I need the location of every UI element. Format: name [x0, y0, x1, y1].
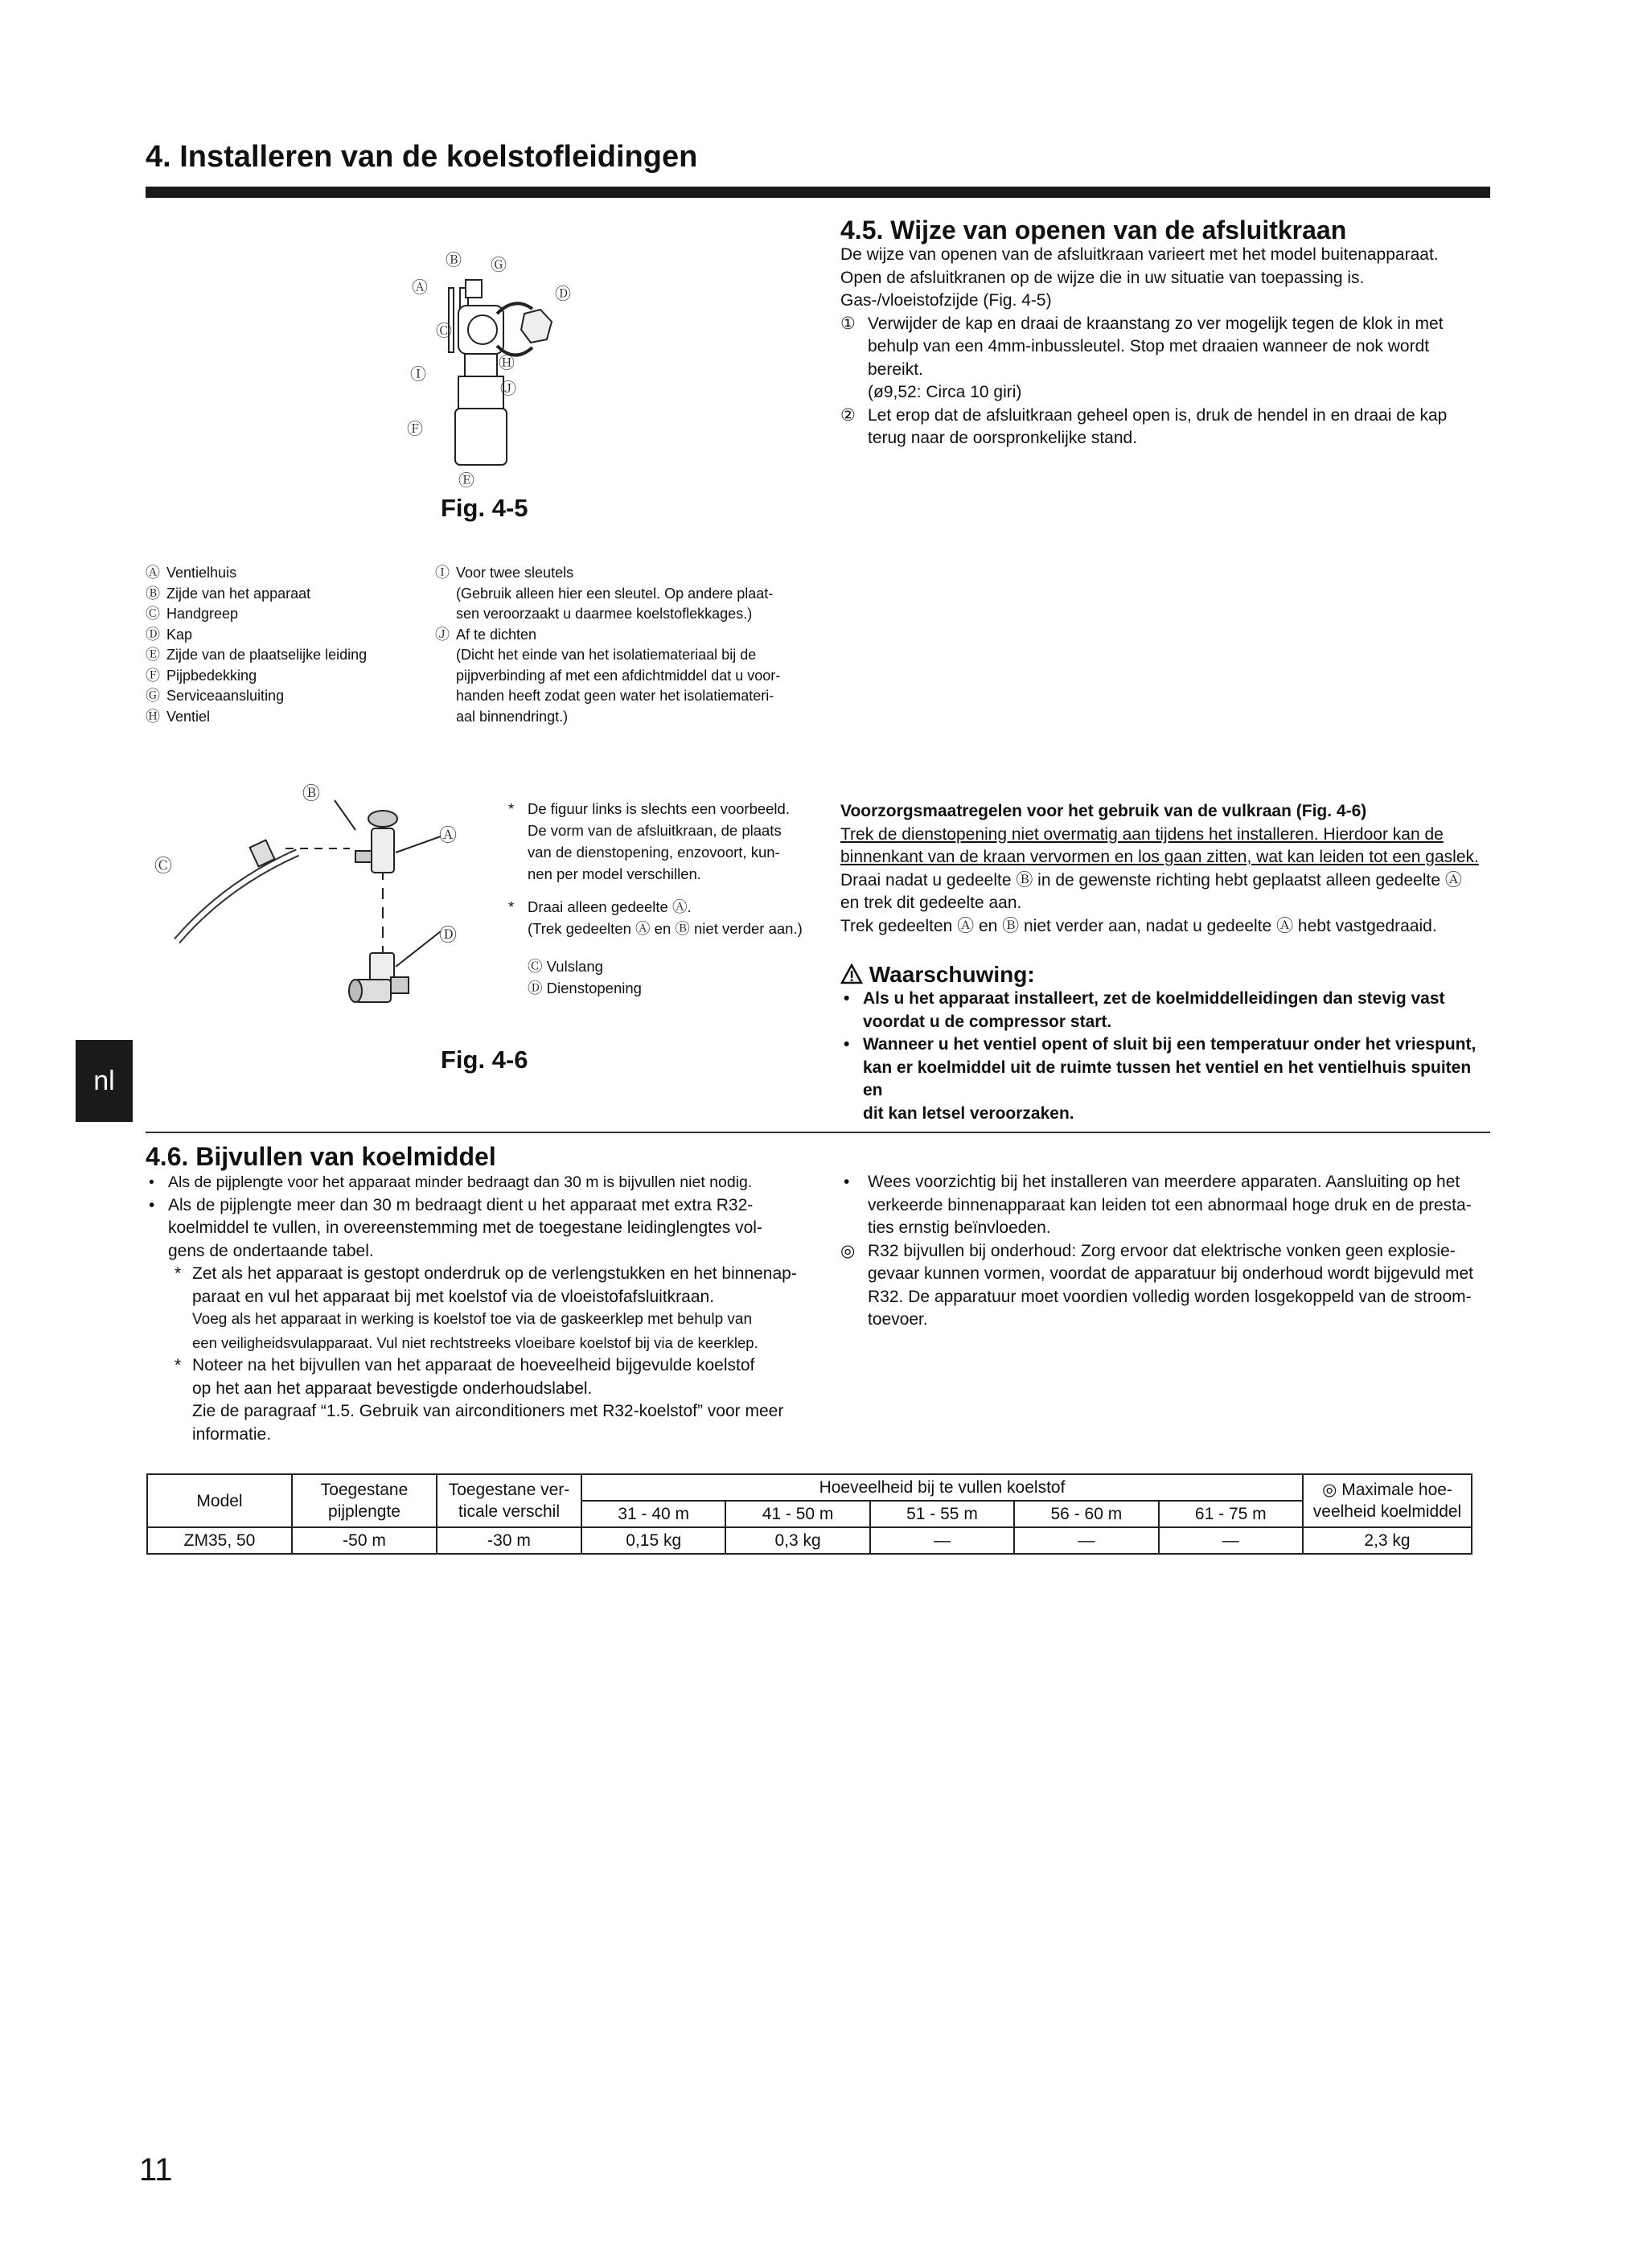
charge-valve-diagram-fig46 — [145, 780, 483, 1021]
valve-diagram-fig45 — [402, 241, 595, 491]
fig46-notes — [508, 798, 806, 999]
th-range: 51 - 55 m — [870, 1501, 1014, 1527]
legend-item: Ⓑ Zijde van het apparaat — [146, 585, 311, 602]
fig46-note: * Draai alleen gedeelte Ⓐ. (Trek gedeelten Ⓐ en Ⓑ niet verder aan.) — [508, 898, 803, 937]
fig46-label-c: Ⓒ — [154, 856, 173, 876]
header-rule — [146, 187, 1490, 198]
section-46-left — [146, 1171, 801, 1446]
sub-item: * Zet als het apparaat is gestopt onderdruk op de verlengstukken en het binnenap- paraat en vul het apparaat bij met koelstof via de vloeistofafsluitkraan. Voeg als het apparaat in werking is koelstof toe via de gaskeerklep met behulp van een veiligheidsvulapparaat. Vul niet rechtstreeks vloeibare koelstof bij via de keerklep. — [175, 1264, 797, 1351]
th-max: ◎ Maximale hoe- veelheid koelmiddel — [1303, 1474, 1472, 1527]
warning-triangle-icon — [840, 963, 863, 984]
fig45-caption: Fig. 4-5 — [441, 494, 528, 522]
warning-block — [840, 962, 1490, 1125]
legend-item: Ⓙ Af te dichten (Dicht het einde van het isolatiemateriaal bij de pijpverbinding af met een afdichtmiddel dat u voor- handen heeft zodat geen water het isolatiemateri- aal binnendringt.) — [435, 626, 781, 725]
section-46-right — [840, 1171, 1490, 1332]
fig45-label-d: Ⓓ — [555, 286, 571, 303]
fig46-label-b: Ⓑ — [302, 783, 321, 803]
fig45-label-b: Ⓑ — [446, 252, 462, 269]
fig45-label-i: Ⓘ — [410, 366, 426, 384]
fig45-label-j: Ⓙ — [500, 380, 516, 398]
th-pipe-length: Toegestane pijplengte — [292, 1474, 437, 1527]
fig45-label-f: Ⓕ — [407, 421, 423, 438]
legend-item: Ⓒ Handgreep — [146, 606, 239, 622]
precautions-title: Voorzorgsmaatregelen voor het gebruik van de vulkraan (Fig. 4-6) — [840, 802, 1367, 820]
th-range: 61 - 75 m — [1159, 1501, 1303, 1527]
legend-item: Ⓖ Serviceaansluiting — [146, 688, 285, 704]
legend-item: Ⓐ Ventielhuis — [146, 565, 237, 581]
bullet-item: ◎ R32 bijvullen bij onderhoud: Zorg ervoor dat elektrische vonken geen explosie- gevaar kunnen vormen, voordat de apparatuur bij onderhoud wordt bijgevuld met R32. De apparatuur moet voordien volledig worden losgekoppeld van de stroom- toevoer. — [840, 1241, 1473, 1329]
th-vertical: Toegestane ver- ticale verschil — [437, 1474, 581, 1527]
table-row: ZM35, 50 -50 m -30 m 0,15 kg 0,3 kg — — — 2,3 kg — [147, 1527, 1472, 1554]
precautions-block: Voorzorgsmaatregelen voor het gebruik van de vulkraan (Fig. 4-6) Trek de dienstopening niet overmatig aan tijdens het installeren. Hierdoor kan de binnenkant van de kraan vervormen en los gaan zitten, wat kan leiden tot een gaslek. Draai nadat u gedeelte Ⓑ in de gewenste richting hebt geplaatst alleen gedeelte Ⓐ en trek dit gedeelte aan. Trek gedeelten Ⓐ en Ⓑ niet verder aan, nadat u gedeelte Ⓐ hebt vastgedraaid. — [840, 800, 1490, 938]
step-2: ② Let erop dat de afsluitkraan geheel open is, druk de hendel in en draai de kap terug naar de oorspronkelijke stand. — [840, 405, 1448, 447]
th-range: 41 - 50 m — [725, 1501, 869, 1527]
th-model: Model — [147, 1474, 292, 1527]
page-number: 11 — [139, 2152, 173, 2188]
fig46-legend: Ⓒ Vulslang Ⓓ Dienstopening — [528, 958, 642, 996]
page-title: 4. Installeren van de koelstofleidingen — [146, 140, 698, 174]
bullet-item: • Als de pijplengte meer dan 30 m bedraagt dient u het apparaat met extra R32- koelmiddel te vullen, in overeenstemming met de toegestane leidinglengtes vol- gens de ondertaande tabel. — [149, 1195, 762, 1260]
fig46-label-a: Ⓐ — [439, 825, 458, 845]
section-46-title: 4.6. Bijvullen van koelmiddel — [146, 1142, 496, 1171]
fig45-legend-right — [435, 563, 813, 727]
bullet-item: • Als de pijplengte voor het apparaat minder bedraagt dan 30 m is bijvullen niet nodig. — [149, 1173, 753, 1191]
legend-item: Ⓕ Pijpbedekking — [146, 667, 257, 684]
th-amount: Hoeveelheid bij te vullen koelstof — [581, 1474, 1303, 1501]
fig45-label-h: Ⓗ — [499, 355, 515, 372]
fig45-label-g: Ⓖ — [491, 257, 507, 274]
fig45-label-a: Ⓐ — [412, 279, 428, 297]
warning-heading: Waarschuwing: — [840, 962, 1490, 988]
fig46-note: * De figuur links is slechts een voorbeeld. De vorm van de afsluitkraan, de plaats van de dienstopening, enzovoort, kun- nen per model verschillen. — [508, 800, 790, 882]
fig45-label-c: Ⓒ — [436, 323, 452, 340]
refrigerant-table — [146, 1473, 1472, 1555]
section-45-body: De wijze van openen van de afsluitkraan varieert met het model buitenapparaat. Open de afsluitkranen op de wijze die in uw situatie van toepassing is. Gas-/vloeistofzijde (Fig. 4-5) ① Verwijder de kap en draai de kraanstang zo ver mogelijk tegen de klok in met behulp van een 4mm-inbussleutel. Stop met draaien wanneer de nok wordt bereikt. (ø9,52: Circa 10 giri) ② Let erop dat de afsluitkraan geheel open is, druk de hendel in en draai de kap terug naar de oorspronkelijke stand. — [840, 244, 1500, 450]
section-45-title: 4.5. Wijze van openen van de afsluitkraan — [840, 216, 1347, 244]
legend-item: Ⓗ Ventiel — [146, 708, 211, 725]
fig45-legend-left — [146, 563, 411, 727]
legend-item: Ⓔ Zijde van de plaatselijke leiding — [146, 647, 368, 663]
bullet-item: • Wees voorzichtig bij het installeren van meerdere apparaten. Aansluiting op het verkeerde binnenapparaat kan leiden tot een abnormaal hoge druk en de presta- ties ernstig beïnvloeden. — [844, 1173, 1472, 1237]
warning-item: • Als u het apparaat installeert, zet de koelmiddelleidingen dan stevig vast voordat u de compressor start. — [844, 989, 1445, 1031]
fig46-label-d: Ⓓ — [439, 925, 458, 945]
legend-item: Ⓓ Kap — [146, 626, 193, 643]
th-range: 31 - 40 m — [581, 1501, 725, 1527]
fig46-caption: Fig. 4-6 — [441, 1046, 528, 1074]
legend-item: Ⓘ Voor twee sleutels (Gebruik alleen hier een sleutel. Op andere plaat- sen veroorzaakt u daarmee koelstoflekkages.) — [435, 565, 774, 622]
sub-item: * Noteer na het bijvullen van het apparaat de hoeveelheid bijgevulde koelstof op het aan het apparaat bevestigde onderhoudslabel. Zie de paragraaf “1.5. Gebruik van airconditioners met R32-koelstof” voor meer informatie. — [175, 1356, 784, 1444]
warning-item: • Wanneer u het ventiel opent of sluit bij een temperatuur onder het vriespunt, kan er koelmiddel uit de ruimte tussen het ventiel en het ventielhuis spuiten en dit kan letsel veroorzaken. — [844, 1035, 1477, 1123]
language-tab: nl — [76, 1040, 133, 1122]
section-divider — [146, 1132, 1490, 1133]
fig45-label-e: Ⓔ — [458, 472, 474, 490]
step-1: ① Verwijder de kap en draai de kraanstang zo ver mogelijk tegen de klok in met behulp van een 4mm-inbussleutel. Stop met draaien wanneer de nok wordt bereikt. (ø9,52: Circa 10 giri) — [840, 314, 1444, 401]
th-range: 56 - 60 m — [1014, 1501, 1158, 1527]
